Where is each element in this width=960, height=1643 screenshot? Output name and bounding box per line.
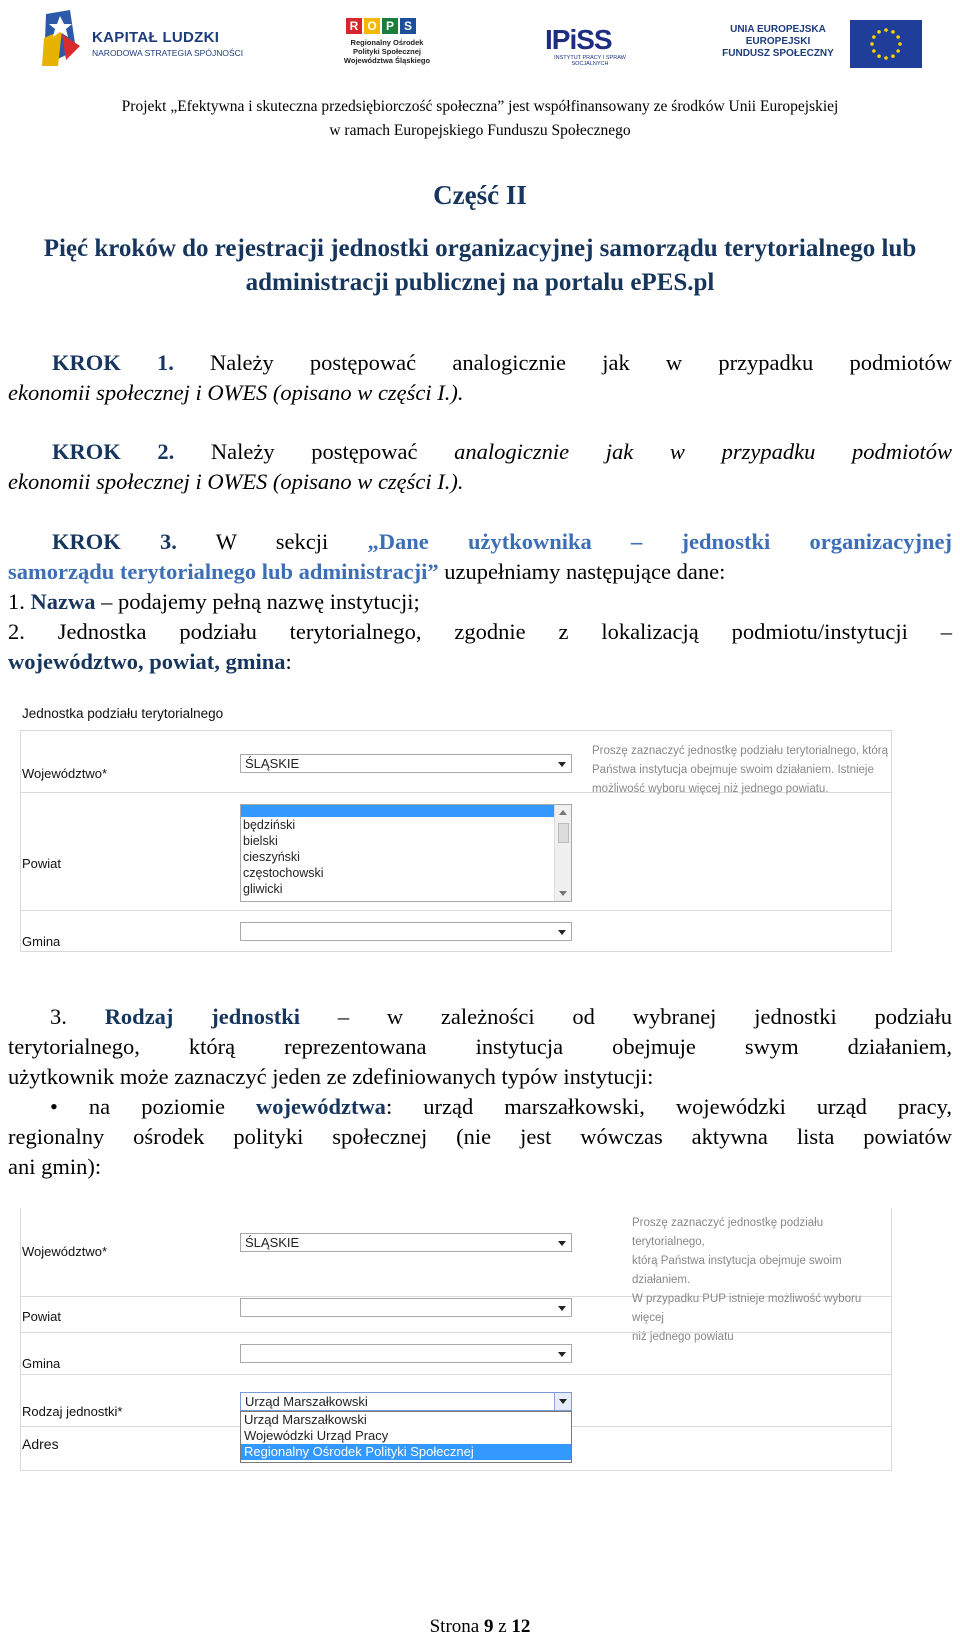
hint-line: Proszę zaznaczyć jednostkę podziału terytorialnego, <box>632 1217 824 1248</box>
hint-line: którą Państwa instytucja obejmuje swoim działaniem. <box>632 1255 842 1286</box>
kapital-ludzki-subtitle: NARODOWA STRATEGIA SPÓJNOŚCI <box>92 48 244 58</box>
gmina-label: Gmina <box>22 934 61 949</box>
gmina-select[interactable] <box>240 1344 572 1363</box>
krok-3-label: KROK 3. <box>52 529 177 554</box>
section-title: Pięć kroków do rejestracji jednostki organizacyjnej samorządu terytorialnego lub administracji publicznej na portalu ePES.pl <box>43 235 917 296</box>
rops-text-line: Regionalny Ośrodek <box>350 38 424 47</box>
footer-page-number: 9 <box>483 1616 494 1637</box>
footer-total-pages: 12 <box>511 1616 531 1637</box>
scrollbar[interactable] <box>554 805 571 901</box>
item-2-bold: województwo, powiat, gmina <box>8 649 286 674</box>
bullet-text: na poziomie <box>57 1094 256 1119</box>
dropdown-option[interactable]: Urząd Marszałkowski <box>244 1412 367 1427</box>
item-3-bullet-line-2: regionalny ośrodek polityki społecznej (nie jest wówczas aktywna lista powiatów <box>8 1124 952 1149</box>
ipiss-logo-subtitle: INSTYTUT PRACY I SPRAW SOCJALNYCH <box>554 55 626 67</box>
list-item[interactable]: częstochowski <box>243 866 324 880</box>
item-1-bold: Nazwa <box>30 589 96 614</box>
woj-label: Województwo* <box>22 766 108 781</box>
item-3-line-1 <box>8 1002 952 1032</box>
hint-line: możliwość wyboru więcej niż jednego powiatu. <box>592 783 829 795</box>
eu-text-line: EUROPEJSKI <box>745 36 811 47</box>
krok-3-item-2-line-2 <box>8 647 952 677</box>
project-header-line-2: w ramach Europejskiego Funduszu Społecznego <box>329 122 631 139</box>
eu-star-icon <box>872 35 876 39</box>
form-hint <box>632 1214 892 1347</box>
krok-3-line-2 <box>8 557 952 587</box>
divider <box>20 1374 892 1375</box>
krok-2-line-2: ekonomii społecznej i OWES (opisano w części I.). <box>8 469 464 494</box>
list-item[interactable]: bielski <box>243 834 278 848</box>
krok-2-text: Należy postępować <box>174 439 455 464</box>
dropdown-button[interactable] <box>554 1393 571 1410</box>
eu-text-line: UNIA EUROPEJSKA <box>730 24 826 35</box>
divider <box>20 1208 21 1471</box>
eu-star-icon <box>896 35 900 39</box>
divider <box>20 730 892 731</box>
gmina-label: Gmina <box>22 1356 61 1371</box>
chevron-down-icon <box>558 1241 566 1246</box>
bullet-text-rest: : urząd marszałkowski, wojewódzki urząd pracy, <box>385 1094 952 1119</box>
krok-2-label: KROK 2. <box>52 439 175 464</box>
eu-star-icon <box>891 54 895 58</box>
powiat-label: Powiat <box>22 856 62 871</box>
divider <box>20 910 892 911</box>
kapital-ludzki-logo-icon <box>40 10 82 68</box>
item-3-text: – w zależności od wybranej jednostki podziału <box>300 1004 953 1029</box>
woj-select-value: ŚLĄSKIE <box>245 756 300 771</box>
list-item[interactable]: gliwicki <box>243 882 283 896</box>
krok-2-italic-text: analogicznie jak w przypadku podmiotów <box>454 439 952 464</box>
scroll-down-icon[interactable] <box>559 891 567 896</box>
woj-select[interactable] <box>240 754 572 773</box>
scroll-thumb[interactable] <box>558 823 569 843</box>
krok-3-section-name: „Dane użytkownika – jednostki organizacyjnej <box>367 529 952 554</box>
rodzaj-dropdown-list[interactable] <box>240 1411 572 1463</box>
eu-star-icon <box>884 56 888 60</box>
rops-text-line: Polityki Społecznej <box>353 47 421 56</box>
rops-letter: O <box>364 18 380 34</box>
bullet-bold: województwa <box>255 1094 386 1119</box>
krok-2-line-1 <box>8 437 952 467</box>
item-3-bold: Rodzaj jednostki <box>104 1004 301 1029</box>
dropdown-option-selected[interactable]: Regionalny Ośrodek Polityki Społecznej <box>241 1444 571 1460</box>
rops-letter: P <box>382 18 398 34</box>
divider <box>20 951 892 952</box>
powiat-listbox[interactable] <box>240 804 572 902</box>
krok-3-item-1 <box>8 587 952 617</box>
ipiss-logo: IPiSS <box>545 24 612 55</box>
krok-1-line-2: ekonomii społecznej i OWES (opisano w części I.). <box>8 380 464 405</box>
chevron-down-icon <box>558 1352 566 1357</box>
chevron-down-icon <box>559 1399 567 1404</box>
rops-letter: S <box>400 18 416 34</box>
item-3-line-2: terytorialnego, którą reprezentowana instytucja obejmuje swym działaniem, <box>8 1034 952 1059</box>
footer-separator: z <box>493 1616 512 1637</box>
eu-star-icon <box>884 28 888 32</box>
eu-star-icon <box>877 30 881 34</box>
part-title: Część II <box>433 180 527 210</box>
woj-label: Województwo* <box>22 1244 108 1259</box>
scroll-up-icon[interactable] <box>559 810 567 815</box>
rops-letter: R <box>346 18 362 34</box>
bullet: • <box>50 1094 58 1119</box>
krok-1-text: Należy postępować analogicznie jak w przypadku podmiotów <box>173 350 952 375</box>
adres-label: Adres <box>22 1436 59 1452</box>
krok-3-line-1 <box>8 527 952 557</box>
list-item[interactable]: będziński <box>243 818 296 832</box>
divider <box>20 1470 892 1471</box>
hint-line: Państwa instytucja obejmuje swoim działaniem. Istnieje <box>592 764 874 776</box>
hint-line: Proszę zaznaczyć jednostkę podziału terytorialnego, którą <box>592 745 888 757</box>
item-number: 3. <box>50 1004 105 1029</box>
eu-star-icon <box>872 49 876 53</box>
page-footer <box>0 1616 960 1638</box>
rodzaj-select-value: Urząd Marszałkowski <box>245 1394 368 1409</box>
kapital-ludzki-title: KAPITAŁ LUDZKI <box>92 29 220 46</box>
list-item[interactable]: cieszyński <box>243 850 300 864</box>
item-3-line-3: użytkownik może zaznaczyć jeden ze zdefiniowanych typów instytucji: <box>8 1064 654 1089</box>
item-3-bullet-line-1 <box>8 1092 952 1122</box>
chevron-down-icon <box>558 1306 566 1311</box>
hint-line: niż jednego powiatu <box>632 1331 734 1343</box>
powiat-select[interactable] <box>240 1298 572 1317</box>
krok-3-text: W sekcji <box>176 529 368 554</box>
eu-star-icon <box>877 54 881 58</box>
rops-logo <box>346 18 416 34</box>
item-3-bullet-line-3: ani gmin): <box>8 1154 102 1179</box>
form-unit-type <box>20 1208 892 1472</box>
chevron-down-icon <box>558 930 566 935</box>
rops-logo-text <box>332 38 442 65</box>
form-hint <box>592 742 888 799</box>
item-2-text: : <box>285 649 292 674</box>
form-heading: Jednostka podziału terytorialnego <box>22 706 224 721</box>
rops-text-line: Województwa Śląskiego <box>343 56 431 65</box>
krok-1-label: KROK 1. <box>52 350 174 375</box>
chevron-down-icon <box>558 762 566 767</box>
eu-star-icon <box>870 42 874 46</box>
item-1-text: – podajemy pełną nazwę instytucji; <box>95 589 420 614</box>
footer-prefix: Strona <box>429 1616 484 1637</box>
woj-select-value: ŚLĄSKIE <box>245 1235 300 1250</box>
krok-3-section-name-cont: samorządu terytorialnego lub administracji” <box>8 559 439 584</box>
krok-3-item-2-line-1: 2. Jednostka podziału terytorialnego, zgodnie z lokalizacją podmiotu/instytucji – <box>8 619 952 644</box>
krok-1-line-1 <box>8 348 952 378</box>
rodzaj-label: Rodzaj jednostki* <box>22 1404 123 1419</box>
woj-select[interactable] <box>240 1233 572 1252</box>
eu-star-icon <box>898 42 902 46</box>
divider <box>20 730 21 952</box>
item-number: 1. <box>8 589 31 614</box>
krok-3-text-2: uzupełniamy następujące dane: <box>438 559 726 584</box>
form-territorial-unit <box>20 700 892 952</box>
project-header-line-1: Projekt „Efektywna i skuteczna przedsiębiorczość społeczna” jest współfinansowany ze środków Unii Europejskiej <box>121 98 839 115</box>
dropdown-option[interactable]: Wojewódzki Urząd Pracy <box>244 1428 389 1443</box>
eu-text-line: FUNDUSZ SPOŁECZNY <box>722 48 834 59</box>
eu-logo-text <box>716 24 840 60</box>
divider <box>891 730 892 952</box>
gmina-select[interactable] <box>240 922 572 941</box>
list-item-selected[interactable] <box>241 805 571 817</box>
eu-star-icon <box>896 49 900 53</box>
hint-line: W przypadku PUP istnieje możliwość wyboru więcej <box>632 1293 862 1324</box>
rodzaj-select[interactable] <box>240 1392 572 1411</box>
eu-star-icon <box>891 30 895 34</box>
eu-flag-icon <box>850 20 922 68</box>
powiat-label: Powiat <box>22 1309 62 1324</box>
